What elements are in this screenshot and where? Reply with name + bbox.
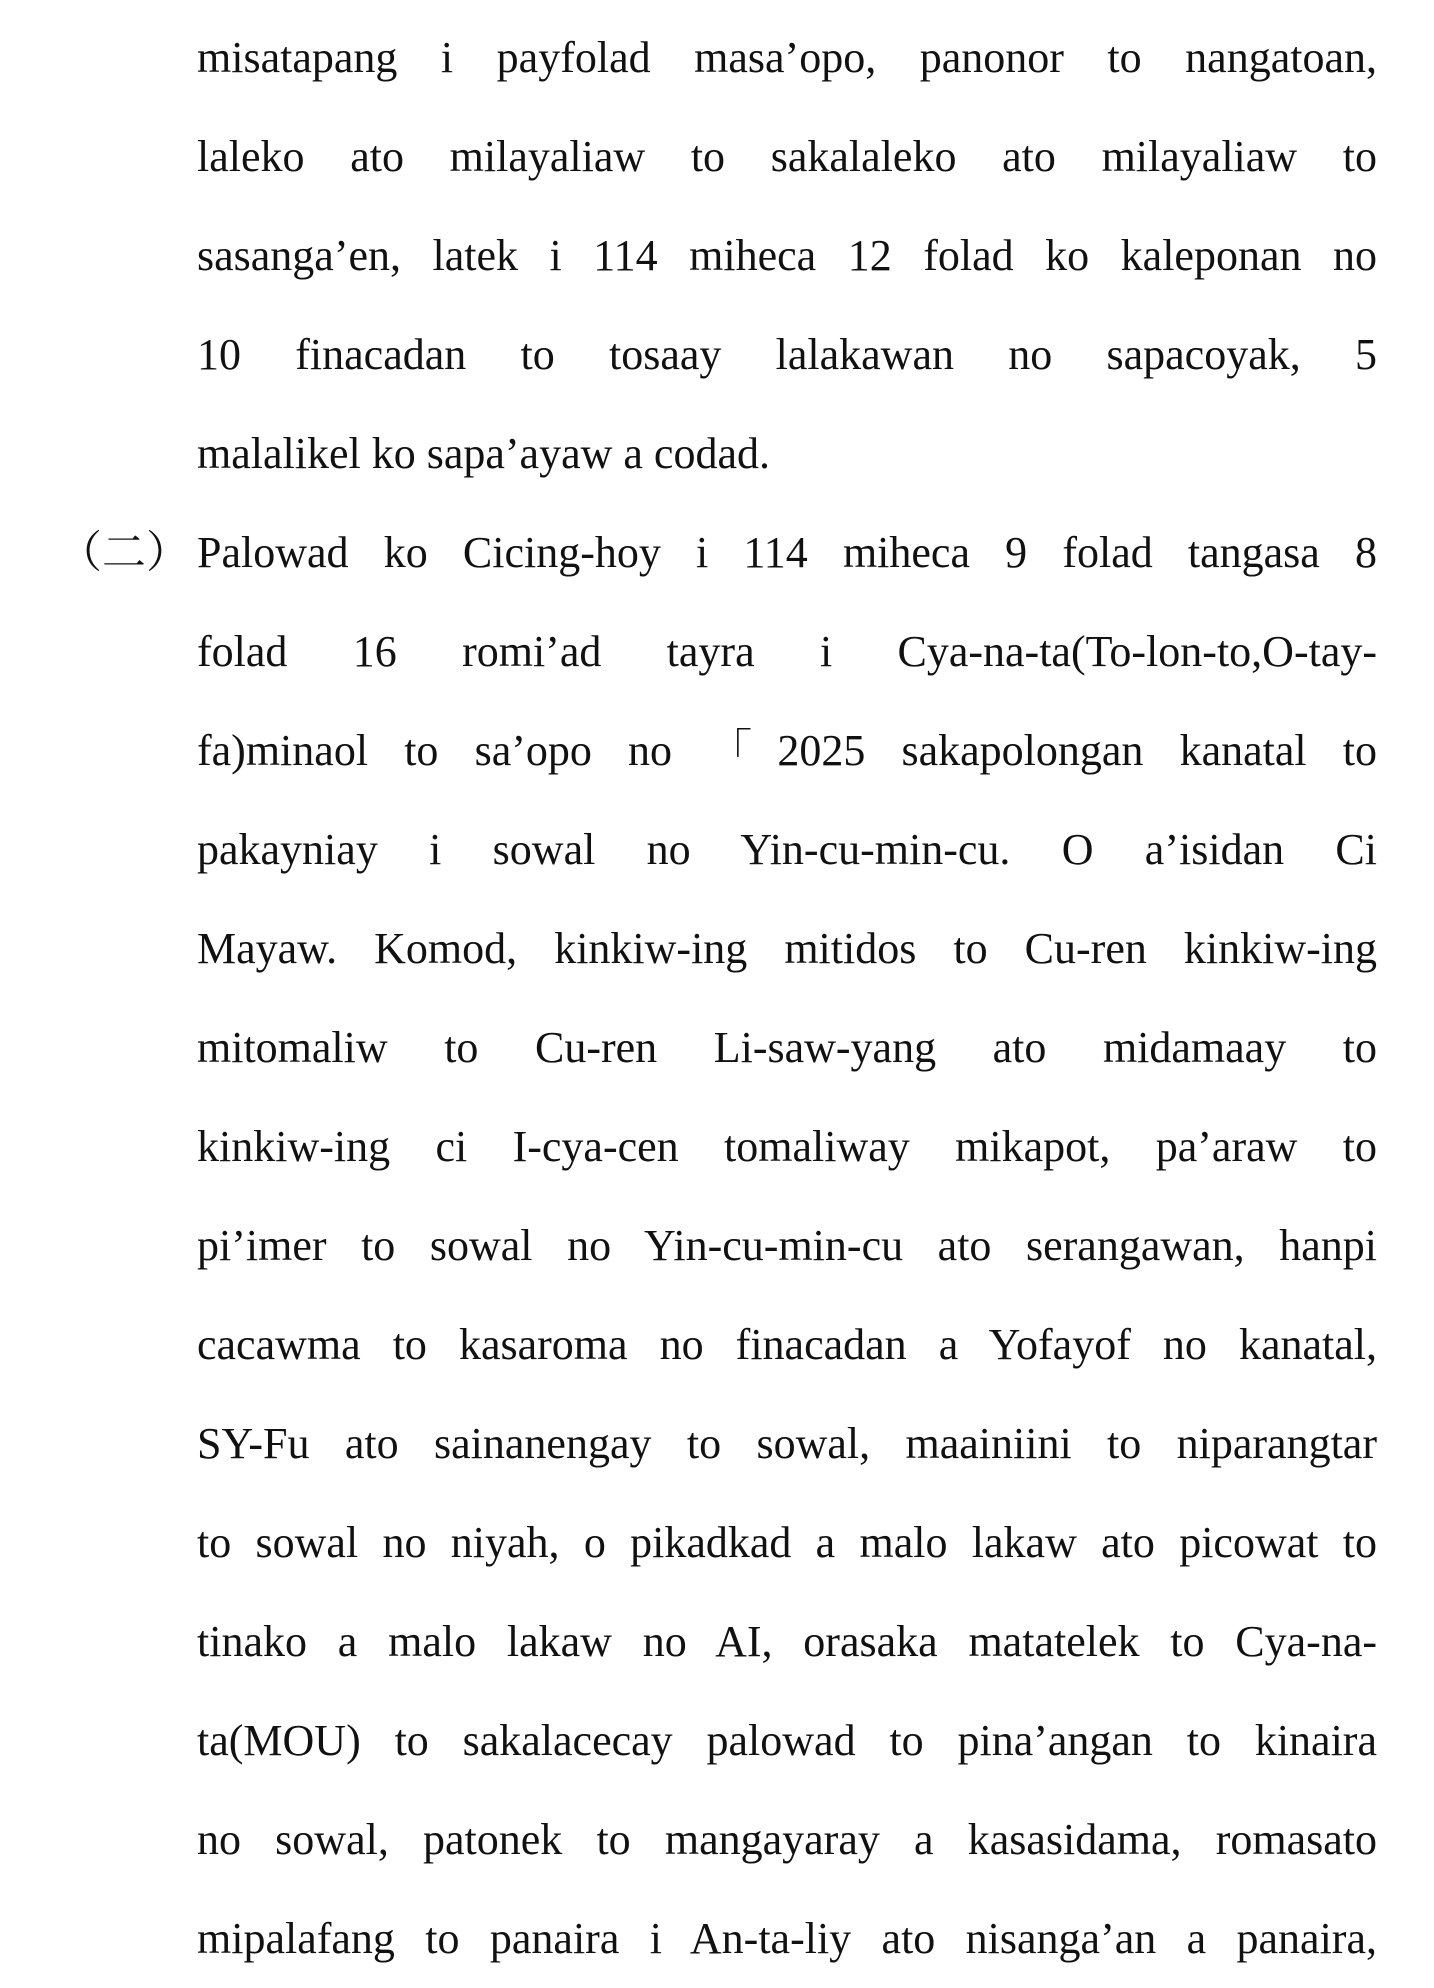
- text-line: SY-Fu ato sainanengay to sowal, maainiini to niparangtar: [197, 1419, 1377, 1468]
- text-line: mipalafang to panaira i An-ta-liy ato nisanga’an a panaira,: [197, 1914, 1377, 1963]
- paragraph-2: [197, 503, 1377, 1988]
- text-line: Palowad ko Cicing-hoy i 114 miheca 9 folad tangasa 8: [197, 528, 1377, 577]
- paragraph-1: [197, 8, 1377, 503]
- text-line: ta(MOU) to sakalacecay palowad to pina’angan to kinaira: [197, 1716, 1377, 1765]
- text-line: sasanga’en, latek i 114 miheca 12 folad ko kaleponan no: [197, 231, 1377, 280]
- section-marker: （二）: [58, 528, 190, 577]
- text-line: misatapang i payfolad masa’opo, panonor to nangatoan,: [197, 33, 1377, 82]
- text-line: mitomaliw to Cu-ren Li-saw-yang ato midamaay to: [197, 1023, 1377, 1072]
- text-line: to sowal no niyah, o pikadkad a malo lakaw ato picowat to: [197, 1518, 1377, 1567]
- text-line: pakayniay i sowal no Yin-cu-min-cu. O a’isidan Ci: [197, 825, 1377, 874]
- text-line: laleko ato milayaliaw to sakalaleko ato milayaliaw to: [197, 132, 1377, 181]
- text-line: cacawma to kasaroma no finacadan a Yofayof no kanatal,: [197, 1320, 1377, 1369]
- text-line: no sowal, patonek to mangayaray a kasasidama, romasato: [197, 1815, 1377, 1864]
- text-line: malalikel ko sapa’ayaw a codad.: [197, 429, 770, 478]
- text-line: pi’imer to sowal no Yin-cu-min-cu ato serangawan, hanpi: [197, 1221, 1377, 1270]
- text-line: kinkiw-ing ci I-cya-cen tomaliway mikapot, pa’araw to: [197, 1122, 1377, 1171]
- text-line: folad 16 romi’ad tayra i Cya-na-ta(To-lon-to,O-tay-: [197, 627, 1377, 676]
- text-line: 10 finacadan to tosaay lalakawan no sapacoyak, 5: [197, 330, 1377, 379]
- text-line: fa)minaol to sa’opo no 「2025 sakapolongan kanatal to: [197, 726, 1377, 775]
- text-line: Mayaw. Komod, kinkiw-ing mitidos to Cu-ren kinkiw-ing: [197, 924, 1377, 973]
- text-line: tinako a malo lakaw no AI, orasaka matatelek to Cya-na-: [197, 1617, 1377, 1666]
